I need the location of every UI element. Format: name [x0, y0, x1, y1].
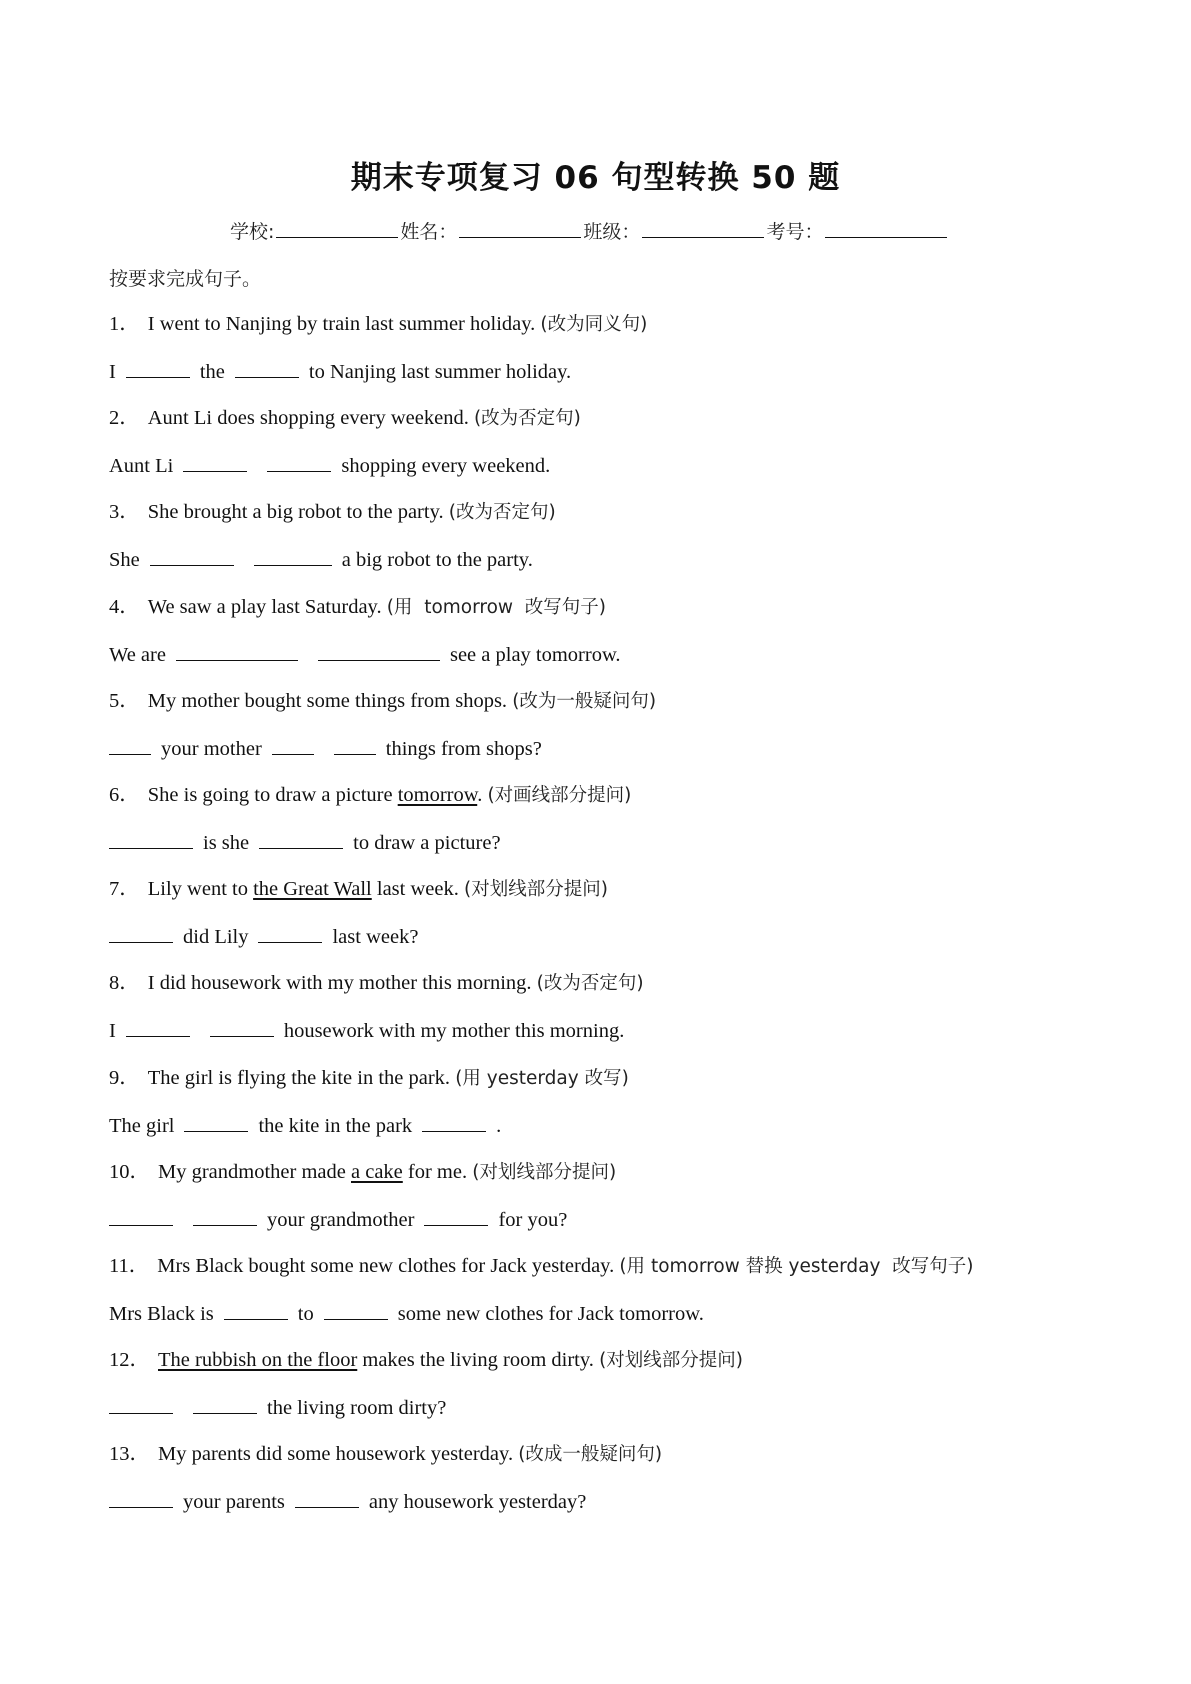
answer-blank[interactable]	[424, 1207, 488, 1226]
question-number: 10．	[109, 1160, 150, 1183]
underlined-phrase: The rubbish on the floor	[158, 1349, 358, 1372]
answer-line	[109, 1207, 1109, 1254]
question-prompt	[109, 1442, 1109, 1489]
answer-text: Aunt Li	[109, 455, 174, 478]
question-text: She is going to draw a picture	[147, 783, 398, 806]
question-instruction-note: (对划线部分提问)	[463, 879, 608, 901]
school-label: 学校:	[230, 221, 275, 243]
question-number: 13．	[109, 1443, 150, 1466]
answer-text: your mother	[161, 737, 262, 760]
answer-blank[interactable]	[295, 1489, 359, 1508]
answer-blank[interactable]	[272, 736, 314, 755]
question-instruction-note: (改成一般疑问句)	[518, 1444, 663, 1466]
question-number: 2．	[109, 407, 140, 430]
answer-line	[109, 1018, 1109, 1065]
answer-text: Mrs Black is	[109, 1302, 214, 1325]
question-instruction-note: (用 tomorrow 改写句子)	[386, 596, 607, 618]
question-instruction-note: (对划线部分提问)	[599, 1350, 743, 1372]
answer-blank[interactable]	[150, 547, 234, 566]
answer-text: I	[109, 361, 116, 384]
question-instruction-note: (对画线部分提问)	[487, 784, 632, 806]
question-number: 3．	[109, 501, 140, 524]
question-prompt	[109, 1160, 1109, 1207]
question-number: 12．	[109, 1349, 150, 1372]
answer-blank[interactable]	[109, 830, 193, 849]
answer-line	[109, 1395, 1109, 1442]
answer-text: some new clothes for Jack tomorrow.	[397, 1302, 704, 1325]
answer-text: We are	[109, 643, 166, 666]
question-number: 8．	[109, 972, 140, 995]
question-instruction-note: (改为一般疑问句)	[512, 690, 657, 712]
answer-text: your grandmother	[267, 1208, 415, 1231]
answer-text: last week?	[332, 926, 419, 949]
question-prompt	[109, 877, 1109, 924]
question-text: Mrs Black bought some new clothes for Jack yesterday.	[157, 1254, 620, 1277]
answer-blank[interactable]	[210, 1018, 274, 1037]
question-instruction-note: (改为否定句)	[536, 973, 644, 995]
class-label: 班级：	[583, 221, 641, 243]
student-info-row	[230, 217, 949, 244]
question-number: 6．	[109, 783, 140, 806]
answer-blank[interactable]	[126, 359, 190, 378]
question-prompt	[109, 689, 1109, 736]
answer-text: the kite in the park	[258, 1114, 413, 1137]
answer-blank[interactable]	[184, 1113, 248, 1132]
answer-line	[109, 547, 1109, 594]
question-text: We saw a play last Saturday.	[147, 595, 387, 618]
question-number: 5．	[109, 689, 140, 712]
answer-text: to	[297, 1302, 314, 1325]
answer-line	[109, 453, 1109, 500]
question-prompt	[109, 406, 1109, 453]
underlined-phrase: a cake	[351, 1160, 403, 1183]
question-prompt	[109, 500, 1109, 547]
answer-blank[interactable]	[193, 1207, 257, 1226]
answer-line	[109, 642, 1109, 689]
question-prompt	[109, 595, 1109, 642]
question-text: My mother bought some things from shops.	[147, 689, 513, 712]
question-text: My parents did some housework yesterday.	[158, 1443, 519, 1466]
answer-blank[interactable]	[254, 547, 332, 566]
answer-blank[interactable]	[334, 736, 376, 755]
answer-blank[interactable]	[176, 642, 298, 661]
question-text: makes the living room dirty.	[357, 1349, 600, 1372]
answer-line	[109, 1489, 1109, 1536]
question-instruction-note: (改为否定句)	[448, 502, 556, 524]
question-text: My grandmother made	[158, 1160, 351, 1183]
question-prompt	[109, 1066, 1109, 1113]
answer-line	[109, 1301, 1109, 1348]
underlined-phrase: the Great Wall	[253, 878, 372, 901]
answer-text: things from shops?	[385, 737, 542, 760]
answer-blank[interactable]	[235, 359, 299, 378]
answer-text: The girl	[109, 1114, 175, 1137]
question-prompt	[109, 1254, 1109, 1301]
answer-blank[interactable]	[109, 736, 151, 755]
question-number: 7．	[109, 878, 140, 901]
question-prompt	[109, 312, 1109, 359]
answer-text: I	[109, 1020, 116, 1043]
answer-blank[interactable]	[109, 1207, 173, 1226]
answer-line	[109, 359, 1109, 406]
question-text: last week.	[371, 878, 464, 901]
answer-text: She	[109, 549, 140, 572]
name-field[interactable]	[459, 217, 581, 238]
question-text: I did housework with my mother this morning.	[147, 972, 537, 995]
answer-text: to Nanjing last summer holiday.	[308, 361, 572, 384]
class-field[interactable]	[642, 217, 764, 238]
question-text: Aunt Li does shopping every weekend.	[147, 407, 474, 430]
answer-text: the living room dirty?	[267, 1397, 447, 1420]
question-instruction-note: (对划线部分提问)	[472, 1161, 617, 1183]
school-field[interactable]	[276, 217, 398, 238]
question-text: .	[477, 783, 488, 806]
answer-blank[interactable]	[109, 1395, 173, 1414]
exam-number-field[interactable]	[825, 217, 947, 238]
answer-line	[109, 924, 1109, 971]
question-number: 9．	[109, 1066, 140, 1089]
answer-line	[109, 830, 1109, 877]
question-text: Lily went to	[147, 878, 254, 901]
question-list	[109, 312, 1109, 1536]
answer-text: to draw a picture?	[353, 832, 501, 855]
question-instruction-note: (改为否定句)	[473, 408, 581, 430]
answer-blank[interactable]	[259, 830, 343, 849]
answer-blank[interactable]	[126, 1018, 190, 1037]
answer-blank[interactable]	[183, 453, 247, 472]
answer-blank[interactable]	[109, 1489, 173, 1508]
answer-text: a big robot to the party.	[341, 549, 533, 572]
answer-line	[109, 736, 1109, 783]
answer-blank[interactable]	[318, 642, 440, 661]
underlined-phrase: tomorrow	[397, 783, 478, 806]
answer-text: for you?	[498, 1208, 568, 1231]
answer-blank[interactable]	[258, 924, 322, 943]
question-number: 11．	[109, 1254, 150, 1277]
answer-text: your parents	[183, 1491, 285, 1514]
question-number: 4．	[109, 595, 140, 618]
question-text: She brought a big robot to the party.	[147, 501, 449, 524]
question-number: 1．	[109, 313, 140, 335]
answer-blank[interactable]	[224, 1301, 288, 1320]
question-instruction-note: (用 yesterday 改写)	[455, 1067, 629, 1089]
question-text: I went to Nanjing by train last summer holiday.	[147, 313, 541, 335]
answer-blank[interactable]	[267, 453, 331, 472]
question-prompt	[109, 1348, 1109, 1395]
answer-blank[interactable]	[324, 1301, 388, 1320]
name-label: 姓名：	[400, 221, 458, 243]
question-text: The girl is flying the kite in the park.	[147, 1066, 456, 1089]
answer-blank[interactable]	[109, 924, 173, 943]
answer-line	[109, 1113, 1109, 1160]
answer-blank[interactable]	[193, 1395, 257, 1414]
answer-text: see a play tomorrow.	[449, 643, 621, 666]
answer-text: any housework yesterday?	[368, 1491, 587, 1514]
question-instruction-note: (改为同义句)	[540, 314, 648, 335]
answer-text: did Lily	[183, 926, 249, 949]
instruction-text: 按要求完成句子。	[109, 268, 262, 290]
answer-text: shopping every weekend.	[341, 455, 551, 478]
answer-text: the	[199, 361, 225, 384]
page-title: 期末专项复习 06 句型转换 50 题	[350, 160, 841, 196]
question-prompt	[109, 971, 1109, 1018]
answer-text: .	[496, 1114, 502, 1137]
exam-number-label: 考号：	[766, 221, 824, 243]
answer-text: housework with my mother this morning.	[283, 1020, 625, 1043]
question-text: for me.	[402, 1160, 473, 1183]
answer-text: is she	[203, 832, 250, 855]
question-instruction-note: (用 tomorrow 替换 yesterday 改写句子)	[619, 1255, 974, 1277]
answer-blank[interactable]	[422, 1113, 486, 1132]
question-prompt	[109, 783, 1109, 830]
